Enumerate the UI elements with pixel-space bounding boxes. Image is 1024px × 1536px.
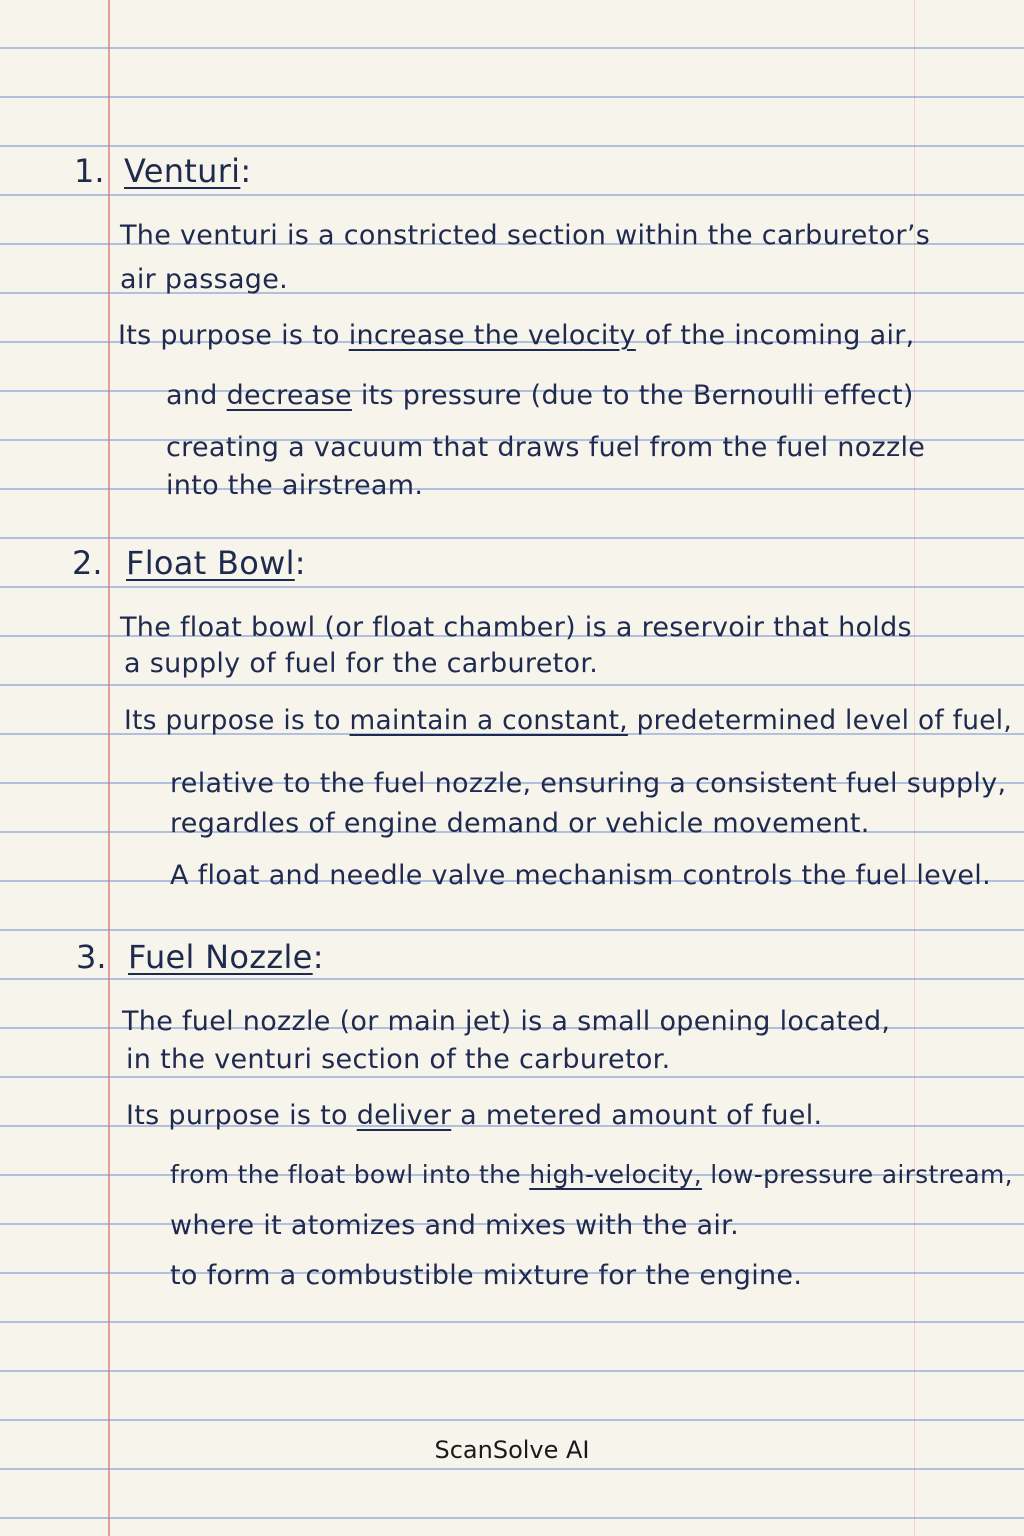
section-title: Fuel Nozzle: [128, 938, 324, 976]
description-line: a supply of fuel for the carburetor. [124, 648, 599, 679]
description-line: The float bowl (or float chamber) is a reservoir that holds [120, 612, 912, 643]
detail-line: A float and needle valve mechanism controls the fuel level. [170, 860, 991, 891]
description-line: The fuel nozzle (or main jet) is a small opening located, [122, 1006, 891, 1037]
description-line: The venturi is a constricted section within the carburetor’s [120, 220, 931, 251]
description-line: in the venturi section of the carburetor. [126, 1044, 671, 1075]
detail-line: and decrease its pressure (due to the Bernoulli effect) [166, 380, 914, 411]
section-number: 1. [74, 152, 105, 190]
purpose-line: Its purpose is to deliver a metered amount of fuel. [126, 1100, 823, 1131]
margin-line [108, 0, 110, 1536]
detail-line: relative to the fuel nozzle, ensuring a consistent fuel supply, [170, 768, 1007, 799]
purpose-line: Its purpose is to maintain a constant, predetermined level of fuel, [124, 706, 1013, 736]
detail-line: creating a vacuum that draws fuel from the fuel nozzle [166, 432, 926, 463]
detail-line: from the float bowl into the high-velocity, low-pressure airstream, [170, 1160, 1013, 1189]
detail-line: into the airstream. [166, 470, 424, 501]
section-number: 2. [72, 544, 103, 582]
detail-line: where it atomizes and mixes with the air. [170, 1210, 739, 1241]
purpose-line: Its purpose is to increase the velocity of the incoming air, [118, 320, 915, 351]
detail-line: regardles of engine demand or vehicle movement. [170, 808, 870, 839]
description-line: air passage. [120, 264, 289, 295]
section-title: Venturi: [124, 152, 252, 190]
section-title: Float Bowl: [126, 544, 306, 582]
watermark: ScanSolve AI [434, 1436, 590, 1464]
detail-line: to form a combustible mixture for the engine. [170, 1260, 803, 1291]
section-number: 3. [76, 938, 107, 976]
